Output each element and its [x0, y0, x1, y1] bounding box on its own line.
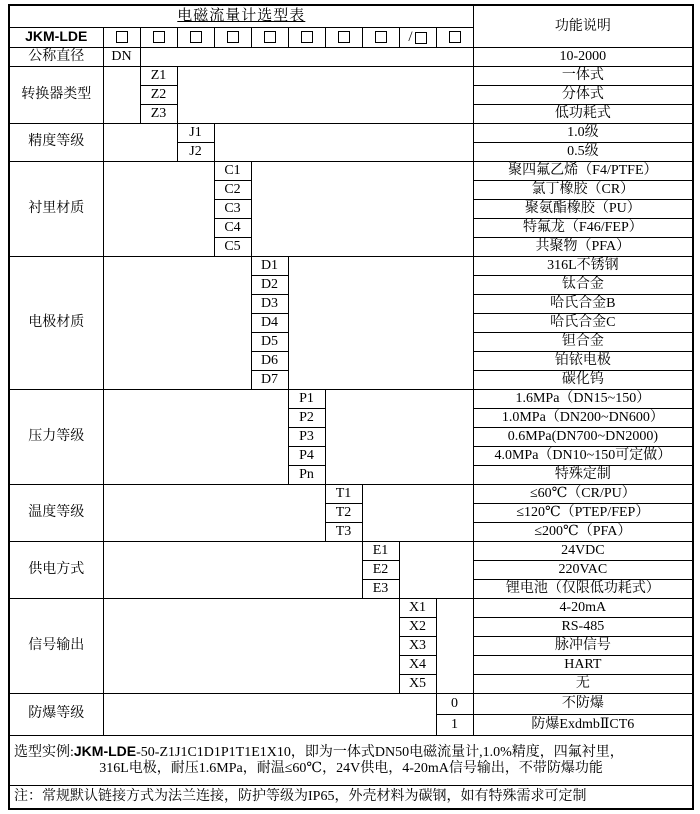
desc-T3: ≤200℃（PFA） — [473, 522, 693, 541]
title-row — [9, 5, 693, 27]
slash-separator: / — [408, 28, 413, 45]
checkbox-cell — [214, 27, 251, 47]
checkbox-icon[interactable] — [449, 31, 461, 43]
spacer-cell — [436, 598, 473, 693]
spacer-cell — [251, 161, 473, 256]
desc-J2: 0.5级 — [473, 142, 693, 161]
desc-D7: 碳化钨 — [473, 370, 693, 389]
code-Z2: Z2 — [140, 85, 177, 104]
code-C3: C3 — [214, 199, 251, 218]
category-output: 信号输出 — [9, 598, 103, 693]
table-row — [9, 541, 693, 560]
desc-D1: 316L不锈钢 — [473, 256, 693, 275]
page-title: 电磁流量计选型表 — [177, 8, 306, 24]
desc-J1: 1.0级 — [473, 123, 693, 142]
code-D5: D5 — [251, 332, 288, 351]
desc-1: 防爆ExdmbⅡCT6 — [473, 714, 693, 735]
code-C5: C5 — [214, 237, 251, 256]
checkbox-cell — [362, 27, 399, 47]
checkbox-cell — [325, 27, 362, 47]
desc-C2: 氯丁橡胶（CR） — [473, 180, 693, 199]
code-T2: T2 — [325, 503, 362, 522]
desc-P2: 1.0MPa（DN200~DN600） — [473, 408, 693, 427]
checkbox-cell — [288, 27, 325, 47]
checkbox-cell-slash — [399, 27, 436, 47]
selection-sheet — [8, 4, 692, 810]
desc-D3: 哈氏合金B — [473, 294, 693, 313]
spacer-cell — [399, 541, 473, 598]
table-row — [9, 484, 693, 503]
spacer-cell — [103, 693, 436, 735]
category-liner: 衬里材质 — [9, 161, 103, 256]
note-text: 注：常规默认链接方式为法兰连接，防护等级为IP65，外壳材料为碳钢，如有特殊需求可定制 — [14, 789, 587, 805]
selection-table — [8, 4, 694, 810]
spacer-cell — [288, 256, 473, 389]
desc-P3: 0.6MPa(DN700~DN2000) — [473, 427, 693, 446]
code-X4: X4 — [399, 655, 436, 674]
example-label: 选型实例: — [14, 745, 74, 761]
spacer-cell — [214, 123, 473, 161]
table-row — [9, 123, 693, 142]
code-D2: D2 — [251, 275, 288, 294]
table-row — [9, 598, 693, 617]
desc-E1: 24VDC — [473, 541, 693, 560]
checkbox-cell — [177, 27, 214, 47]
code-X1: X1 — [399, 598, 436, 617]
desc-X1: 4-20mA — [473, 598, 693, 617]
spacer-cell — [103, 541, 362, 598]
checkbox-cell — [103, 27, 140, 47]
table-title-cell — [9, 5, 473, 27]
desc-C4: 特氟龙（F46/FEP） — [473, 218, 693, 237]
desc-T1: ≤60℃（CR/PU） — [473, 484, 693, 503]
code-0: 0 — [436, 693, 473, 714]
spacer-cell — [103, 598, 399, 693]
checkbox-cell — [140, 27, 177, 47]
spacer-cell — [103, 256, 251, 389]
desc-E2: 220VAC — [473, 560, 693, 579]
code-DN: DN — [103, 47, 140, 66]
code-E1: E1 — [362, 541, 399, 560]
example-row — [9, 735, 693, 785]
desc-E3: 锂电池（仅限低功耗式） — [473, 579, 693, 598]
category-power: 供电方式 — [9, 541, 103, 598]
spacer-cell — [103, 484, 325, 541]
code-D7: D7 — [251, 370, 288, 389]
category-temperature: 温度等级 — [9, 484, 103, 541]
desc-Z1: 一体式 — [473, 66, 693, 85]
code-D4: D4 — [251, 313, 288, 332]
code-X3: X3 — [399, 636, 436, 655]
checkbox-icon[interactable] — [301, 31, 313, 43]
desc-X2: RS-485 — [473, 617, 693, 636]
code-Z1: Z1 — [140, 66, 177, 85]
code-C4: C4 — [214, 218, 251, 237]
code-Pn: Pn — [288, 465, 325, 484]
code-P4: P4 — [288, 446, 325, 465]
desc-C5: 共聚物（PFA） — [473, 237, 693, 256]
desc-X3: 脉冲信号 — [473, 636, 693, 655]
model-code-label: JKM-LDE — [9, 27, 103, 47]
desc-T2: ≤120℃（PTEP/FEP） — [473, 503, 693, 522]
desc-P1: 1.6MPa（DN15~150） — [473, 389, 693, 408]
desc-P4: 4.0MPa（DN10~150可定做） — [473, 446, 693, 465]
desc-Z3: 低功耗式 — [473, 104, 693, 123]
checkbox-icon[interactable] — [264, 31, 276, 43]
spacer-cell — [325, 389, 473, 484]
example-line2: 316L电极，耐压1.6MPa，耐温≤60℃，24V供电，4-20mA信号输出，不带防爆功能 — [99, 760, 603, 776]
category-explosion: 防爆等级 — [9, 693, 103, 735]
code-T1: T1 — [325, 484, 362, 503]
table-row — [9, 47, 693, 66]
desc-C1: 聚四氟乙烯（F4/PTFE） — [473, 161, 693, 180]
desc-X4: HART — [473, 655, 693, 674]
desc-D6: 铂铱电极 — [473, 351, 693, 370]
example-line1-rest: -50-Z1J1C1D1P1T1E1X10，即为一体式DN50电磁流量计,1.0%精度，四氟衬里， — [136, 745, 624, 761]
desc-DN: 10-2000 — [473, 47, 693, 66]
spacer-cell — [103, 161, 214, 256]
desc-D5: 钽合金 — [473, 332, 693, 351]
spacer-cell — [362, 484, 473, 541]
example-line1 — [10, 744, 692, 760]
spacer-cell — [177, 66, 473, 123]
checkbox-icon[interactable] — [338, 31, 350, 43]
code-X2: X2 — [399, 617, 436, 636]
code-P2: P2 — [288, 408, 325, 427]
table-row — [9, 256, 693, 275]
desc-D2: 钛合金 — [473, 275, 693, 294]
category-pressure: 压力等级 — [9, 389, 103, 484]
category-electrode: 电极材质 — [9, 256, 103, 389]
code-J1: J1 — [177, 123, 214, 142]
desc-0: 不防爆 — [473, 693, 693, 714]
code-1: 1 — [436, 714, 473, 735]
code-D6: D6 — [251, 351, 288, 370]
code-C1: C1 — [214, 161, 251, 180]
code-P3: P3 — [288, 427, 325, 446]
table-row — [9, 161, 693, 180]
selection-example — [9, 735, 693, 785]
category-dn: 公称直径 — [9, 47, 103, 66]
category-accuracy: 精度等级 — [9, 123, 103, 161]
desc-Z2: 分体式 — [473, 85, 693, 104]
note-row — [9, 785, 693, 809]
code-T3: T3 — [325, 522, 362, 541]
desc-X5: 无 — [473, 674, 693, 693]
checkbox-cell — [251, 27, 288, 47]
desc-D4: 哈氏合金C — [473, 313, 693, 332]
checkbox-icon[interactable] — [227, 31, 239, 43]
code-P1: P1 — [288, 389, 325, 408]
category-converter: 转换器类型 — [9, 66, 103, 123]
checkbox-icon[interactable] — [375, 31, 387, 43]
checkbox-icon[interactable] — [153, 31, 165, 43]
code-J2: J2 — [177, 142, 214, 161]
spacer-cell — [103, 66, 140, 123]
spacer-cell — [140, 47, 473, 66]
code-X5: X5 — [399, 674, 436, 693]
note-cell — [9, 785, 693, 809]
checkbox-icon[interactable] — [415, 32, 427, 44]
code-E3: E3 — [362, 579, 399, 598]
code-E2: E2 — [362, 560, 399, 579]
table-row — [9, 66, 693, 85]
table-row — [9, 389, 693, 408]
example-model-code: JKM-LDE — [73, 743, 137, 760]
desc-C3: 聚氨酯橡胶（PU） — [473, 199, 693, 218]
code-D3: D3 — [251, 294, 288, 313]
desc-Pn: 特殊定制 — [473, 465, 693, 484]
checkbox-icon[interactable] — [116, 31, 128, 43]
code-D1: D1 — [251, 256, 288, 275]
function-header-cell: 功能说明 — [473, 5, 693, 47]
checkbox-icon[interactable] — [190, 31, 202, 43]
spacer-cell — [103, 123, 177, 161]
code-Z3: Z3 — [140, 104, 177, 123]
spacer-cell — [103, 389, 288, 484]
table-row — [9, 693, 693, 714]
code-C2: C2 — [214, 180, 251, 199]
checkbox-cell — [436, 27, 473, 47]
